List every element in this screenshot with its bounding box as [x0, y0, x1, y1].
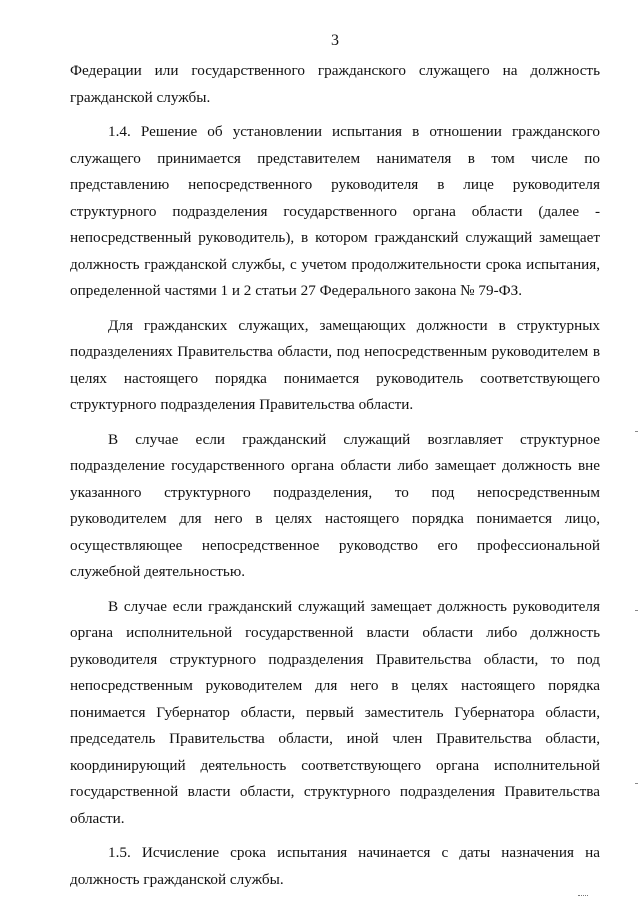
scan-margin-mark	[635, 783, 638, 784]
scan-corner-mark	[578, 895, 588, 899]
paragraph-gap	[70, 419, 600, 427]
document-body	[70, 58, 600, 893]
paragraph-1-5: 1.5. Исчисление срока испытания начинается с даты назначения на должность гражданской службы.	[70, 844, 600, 888]
page-number: 3	[331, 32, 339, 49]
scan-margin-mark	[635, 431, 638, 432]
paragraph-gap	[70, 305, 600, 313]
paragraph-gap	[70, 832, 600, 840]
paragraph-continuation: Федерации или государственного гражданского служащего на должность гражданской службы.	[70, 62, 600, 106]
paragraph-gap	[70, 111, 600, 119]
paragraph-1-4: 1.4. Решение об установлении испытания в отношении гражданского служащего принимается представителем нанимателя в том числе по представлению непосредственного руководителя в лице руководителя структурного подразделения государственного органа области (далее - непосредственный руководитель), в котором гражданский служащий замещает должность гражданской службы, с учетом продолжительности срока испытания, определенной частями 1 и 2 статьи 27 Федерального закона № 79-ФЗ.	[70, 123, 600, 299]
paragraph-structural-units: Для гражданских служащих, замещающих должности в структурных подразделениях Правительства области, под непосредственным руководителем в целях настоящего порядка понимается руководитель соответствующего структурного подразделения Правительства области.	[70, 316, 600, 413]
paragraph-head-of-authority: В случае если гражданский служащий замещает должность руководителя органа исполнительной государственной власти области либо должность руководителя структурного подразделения Правительства области, то под непосредственным руководителем для него в целях настоящего порядка понимается Губернатор области, первый заместитель Губернатора области, председатель Правительства области, иной член Правительства области, координирующий деятельность соответствующего органа исполнительной государственной власти области, структурного подразделения Правительства области.	[70, 597, 600, 827]
scan-margin-mark	[635, 610, 638, 611]
paragraph-head-of-unit: В случае если гражданский служащий возглавляет структурное подразделение государственного органа области либо замещает должность вне указанного структурного подразделения, то под непосредственным руководителем для него в целях настоящего порядка понимается лицо, осуществляющее непосредственное руководство его профессиональной служебной деятельностью.	[70, 430, 600, 580]
paragraph-gap	[70, 586, 600, 594]
